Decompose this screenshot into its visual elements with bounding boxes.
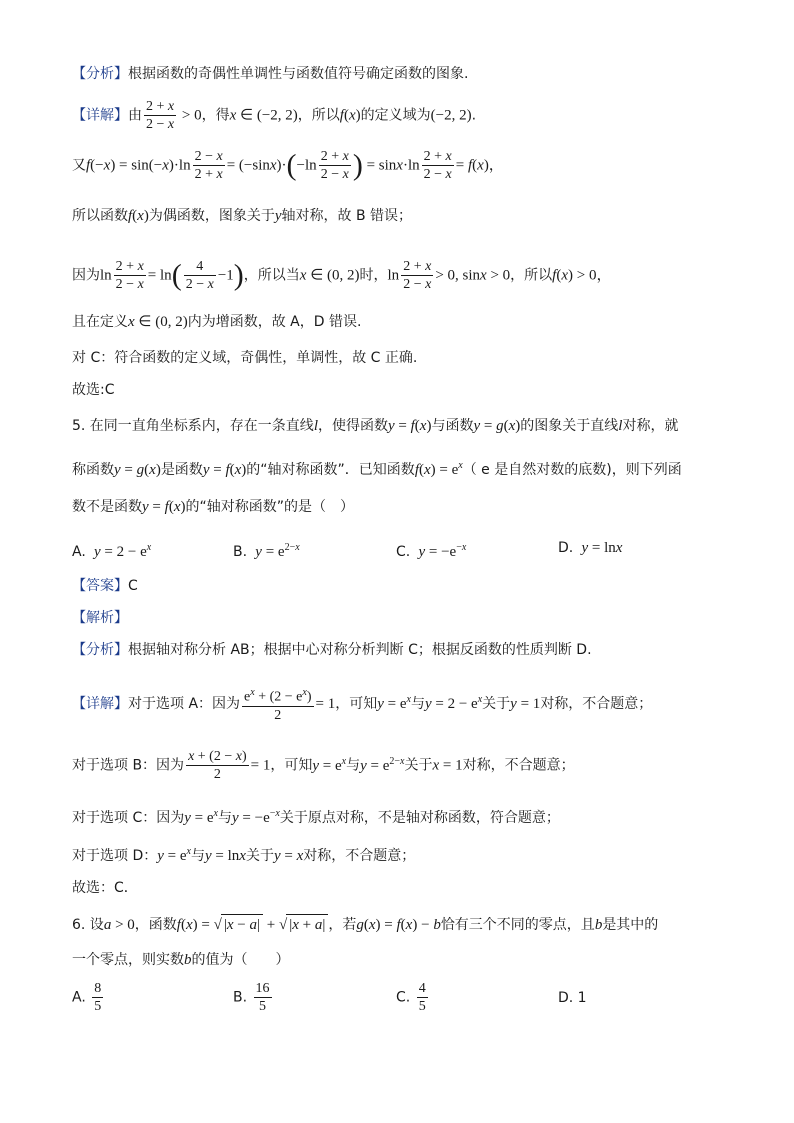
q5-detail-c: 对于选项 C：因为$y = e^x$与$y = -e^{-x}$关于原点对称，不是轴对称函数，符合题意；	[72, 808, 560, 826]
text: 时，	[359, 267, 388, 284]
text: 与	[217, 810, 232, 826]
q5-line-3: 数不是函数y = f(x)的“轴对称函数”的是（ ）	[72, 499, 354, 515]
text: 一个零点，则实数	[72, 952, 184, 968]
detail-line-3: 所以函数f(x)为偶函数，图象关于y轴对称，故 B 错误；	[72, 208, 413, 224]
fraction: $\frac{16}{5}$	[255, 981, 270, 1014]
q5-detail-b: 对于选项 B：因为 $\frac{x + (2 - x)}{2}$ = 1，可知$y = e^x$与$y = e^{2-x}$关于x = 1对称，不合题意；	[72, 749, 575, 782]
jiexi-tag: 【解析】	[72, 610, 128, 626]
q6-option-a[interactable]	[72, 980, 105, 1015]
text: 内为增函数，故 A，D 错误.	[187, 314, 362, 330]
text: 是函数	[160, 462, 203, 478]
text: 与	[346, 757, 361, 774]
fraction: $\frac{2 + x}{2 - x}$	[146, 99, 175, 132]
text: 因为	[72, 267, 100, 284]
text: 所以函数	[72, 208, 128, 224]
text: 恰有三个不同的零点，且	[440, 917, 595, 933]
analysis-tag: 【分析】	[72, 642, 128, 658]
text: 对称，就	[622, 418, 679, 434]
text: 的值为（ ）	[191, 952, 290, 968]
text: 的“轴对称函数”．已知函数	[246, 462, 415, 478]
fraction: $\frac{2 - x}{2 + x}$	[194, 149, 223, 182]
q6-line-1: 6. 设a > 0，函数f(x) = √ |x − a| + √ |x + a| ，若g(x) = f(x) − b恰有三个不同的零点，且b是其中的	[72, 914, 722, 935]
option-label: A.	[72, 544, 86, 560]
text: 5. 在同一直角坐标系内，存在一条直线	[72, 418, 314, 434]
text: ，所以	[297, 107, 340, 124]
option-label: A.	[72, 989, 86, 1006]
fraction: $\frac{2 + x}{2 - x}$	[423, 149, 452, 182]
q5-end-line: 故选：C．	[72, 880, 138, 896]
fraction: $\frac{8}{5}$	[94, 981, 102, 1014]
text: ，可知	[335, 695, 378, 712]
q5-option-a[interactable]: A. $y = 2 - e^x$	[72, 542, 152, 560]
text: ，使得函数	[317, 418, 388, 434]
text: 且在定义	[72, 314, 128, 330]
text: ，所以当	[243, 267, 300, 284]
q5-analysis-line	[72, 640, 722, 660]
option-label: C.	[396, 544, 411, 560]
text: 称函数	[72, 462, 114, 478]
text: 对于选项 A：因为	[128, 695, 241, 712]
text: 对于选项 D：	[72, 848, 158, 864]
q6-line-2: 一个零点，则实数b的值为（ ）	[72, 952, 290, 968]
option-label: B.	[233, 989, 248, 1006]
text: （ e 是自然对数的底数)，则下列函	[462, 462, 682, 478]
q6-option-c[interactable]	[396, 980, 430, 1015]
q5-line-2: 称函数y = g(x)是函数y = f(x)的“轴对称函数”．已知函数$f(x) = e^x$（ e 是自然对数的底数)，则下列函	[72, 460, 682, 478]
text: 是其中的	[602, 917, 659, 933]
text: ，函数	[134, 917, 177, 933]
fraction: $\frac{2 + x}{2 - x}$	[320, 149, 349, 182]
q5-option-c[interactable]: C. $y = -e^{-x}$	[396, 542, 467, 560]
text: 的定义域为	[360, 107, 431, 124]
text: 与函数	[431, 418, 474, 434]
text: ，得	[201, 107, 230, 124]
text: 根据轴对称分析 AB；根据中心对称分析判断 C；根据反函数的性质判断 D.	[128, 642, 592, 658]
q5-line-1: 5. 在同一直角坐标系内，存在一条直线l，使得函数y = f(x)与函数y = g(x)的图象关于直线l对称，就	[72, 418, 679, 434]
q5-detail-d: 对于选项 D：$y = e^x$与y = lnx关于y = x对称，不合题意；	[72, 846, 416, 864]
q6-option-d[interactable]	[558, 988, 587, 1008]
q5-jiexi-line	[72, 608, 722, 628]
q5-option-d[interactable]: D. y = lnx	[558, 540, 623, 556]
text: 关于原点对称，不是轴对称函数，符合题意；	[279, 810, 560, 826]
text: 数不是函数	[72, 499, 142, 515]
q5-answer-line	[72, 576, 722, 596]
text: 的图象关于直线	[520, 418, 619, 434]
text: 由	[128, 107, 142, 124]
text: ，所以	[510, 267, 553, 284]
text: 对于选项 C：因为	[72, 810, 185, 826]
fraction: $\frac{e^x + (2 - e^x)}{2}$	[242, 684, 313, 724]
text: 为偶函数，图象关于	[148, 208, 275, 224]
detail-line-2: 又f(−x) = sin(−x)·ln $\frac{2 - x}{2 + x}$ = (−sinx)·(−ln $\frac{2 + x}{2 - x}$ ) = sinx·ln $\frac{2 + x}{2 - x}$ = f(x)，	[72, 148, 504, 182]
option-label: C.	[396, 989, 411, 1006]
answer-choice-line: 故选:C	[72, 382, 115, 398]
conclusion-line: 对 C：符合函数的定义域，奇偶性，单调性，故 C 正确.	[72, 350, 418, 366]
q5-detail-a: 【详解】对于选项 A：因为 $\frac{e^x + (2 - e^x)}{2}$ = 1，可知$y = e^x$与$y = 2 - e^x$关于y = 1对称，不合题意；	[72, 684, 722, 724]
text: 对称，不合题意；	[540, 695, 653, 712]
fraction: $\frac{2 + x}{2 - x}$	[115, 259, 144, 292]
detail-tag: 【详解】	[72, 107, 128, 124]
text: .	[471, 107, 477, 124]
text: 关于	[482, 695, 511, 712]
text: 的“轴对称函数”的是（ ）	[185, 499, 354, 515]
text: 关于	[404, 757, 433, 774]
fraction: $\frac{2 + x}{2 - x}$	[403, 259, 432, 292]
analysis-tag: 【分析】	[72, 66, 128, 82]
detail-line-1: 【详解】由 $\frac{2 + x}{2 - x}$ > 0，得x ∈ (−2, 2)，所以f(x)的定义域为(−2, 2).	[72, 99, 477, 132]
text: 又	[72, 157, 86, 174]
option-label: B.	[233, 544, 248, 560]
q5-option-b[interactable]: B. $y = e^{2-x}$	[233, 542, 300, 560]
fraction: $\frac{4}{2 - x}$	[185, 259, 214, 292]
text: 对称，不合题意；	[462, 757, 575, 774]
fraction: $\frac{4}{5}$	[418, 981, 426, 1014]
text: 关于	[245, 848, 274, 864]
text: 对称，不合题意；	[303, 848, 416, 864]
text: 轴对称，故 B 错误；	[281, 208, 413, 224]
text: ，可知	[270, 757, 313, 774]
detail-tag: 【详解】	[72, 695, 128, 712]
text: 6. 设	[72, 917, 104, 933]
text: ，若	[328, 917, 357, 933]
text: 对于选项 B：因为	[72, 757, 185, 774]
answer-tag: 【答案】	[72, 578, 128, 594]
analysis-line	[72, 64, 722, 84]
fraction: $\frac{x + (2 - x)}{2}$	[188, 749, 247, 782]
option-label: D. 1	[558, 990, 587, 1006]
detail-line-4: 因为ln $\frac{2 + x}{2 - x}$ = ln( $\frac{4}{2 - x}$ −1)，所以当x ∈ (0, 2)时，ln $\frac{2 + x}{2 - x}$ > 0, sinx > 0，所以f(x) > 0，	[72, 258, 612, 292]
analysis-text: 根据函数的奇偶性单调性与函数值符号确定函数的图象.	[128, 66, 469, 82]
option-label: D.	[558, 540, 574, 556]
text: 与	[410, 695, 425, 712]
detail-line-5: 且在定义x ∈ (0, 2)内为增函数，故 A，D 错误.	[72, 314, 362, 330]
answer-value: C	[128, 578, 138, 594]
q6-option-b[interactable]	[233, 980, 274, 1015]
text: 与	[190, 848, 205, 864]
